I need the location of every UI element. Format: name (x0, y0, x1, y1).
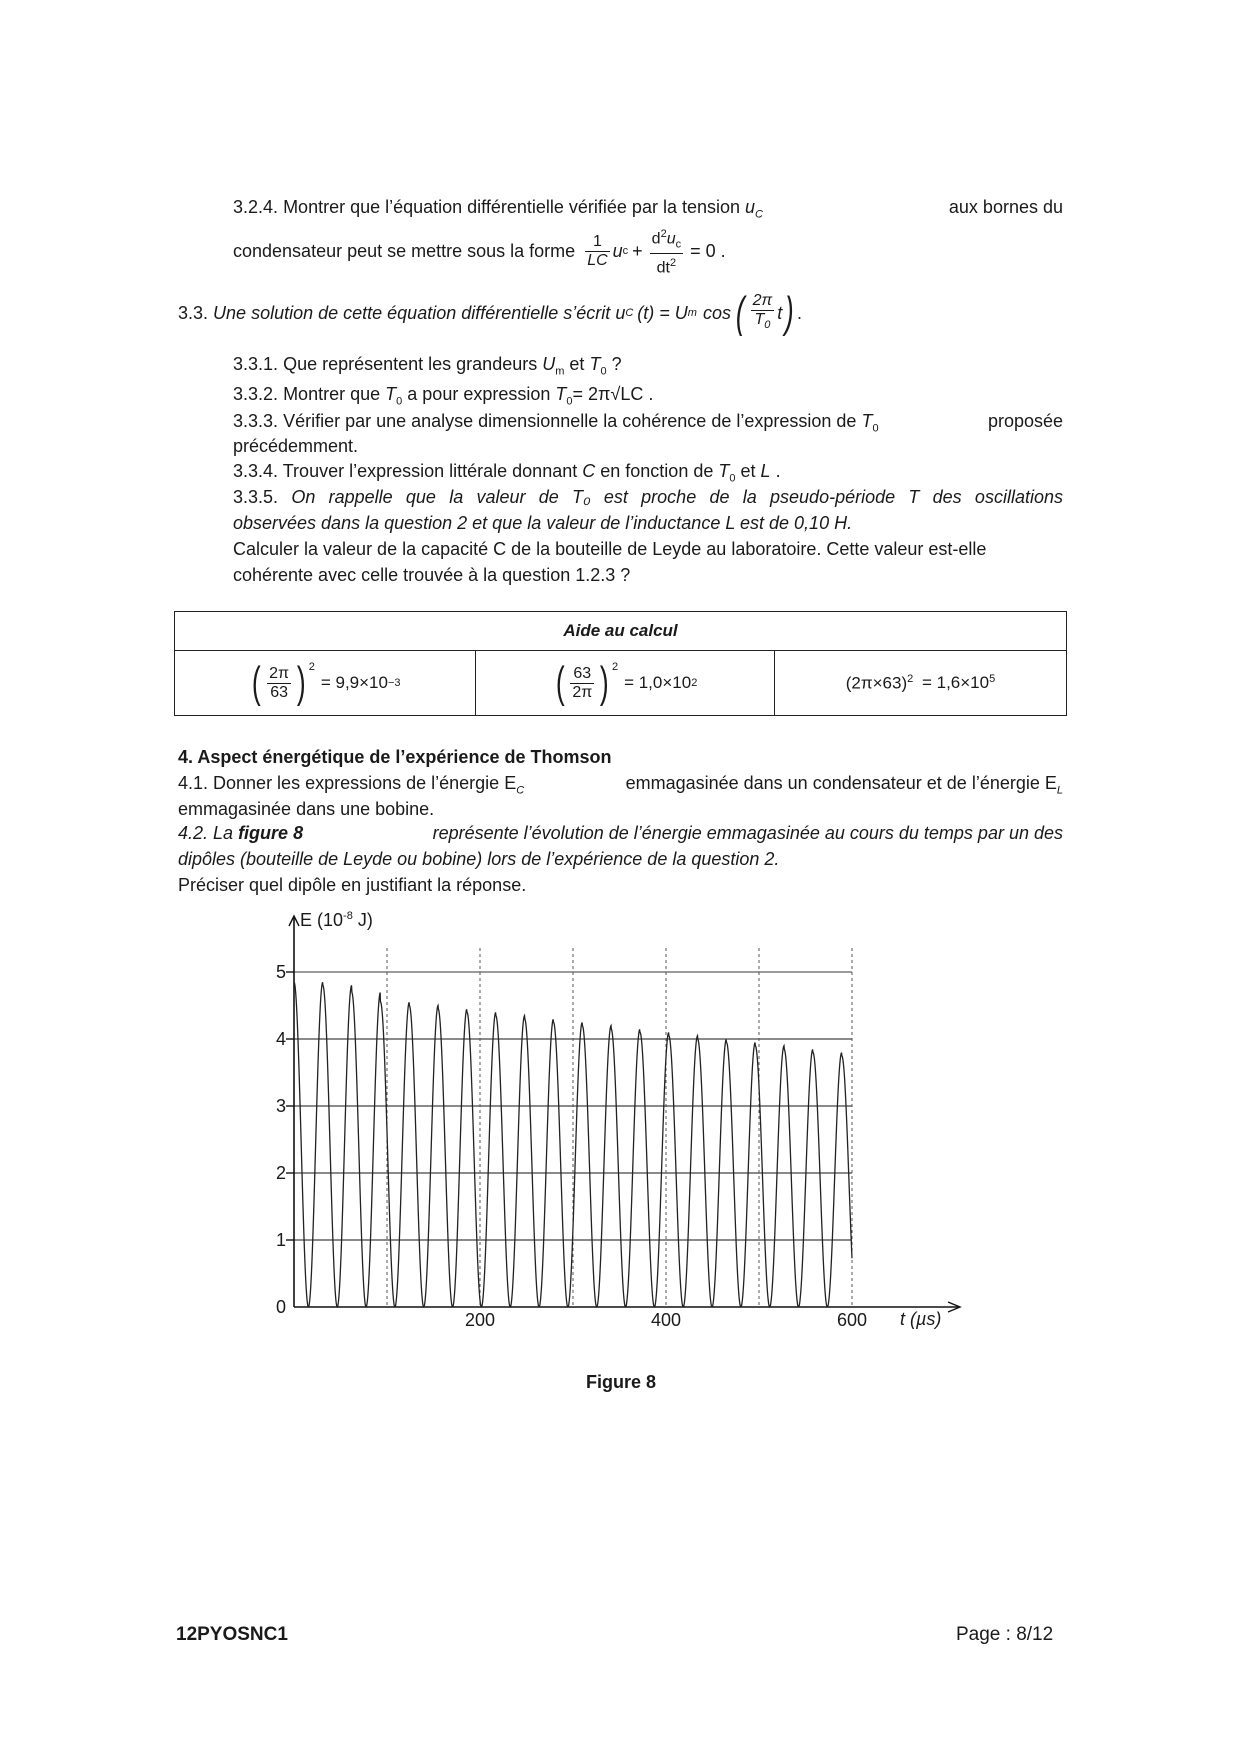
q42-line2: dipôles (bouteille de Leyde ou bobine) lors de l’expérience de la question 2. (178, 849, 780, 869)
footer-code: 12PYOSNC1 (176, 1624, 288, 1645)
x-tick-label: 200 (464, 1310, 496, 1330)
eq-fraction-2: $\frac{d^2u_c}{dt^2}$ (650, 225, 683, 278)
section4-title: 4. Aspect énergétique de l’expérience de Thomson (178, 747, 612, 767)
footer-page: Page : 8/12 (956, 1624, 1054, 1645)
q42-line3: Préciser quel dipôle en justifiant la réponse. (178, 875, 527, 895)
q324-line2: condensateur peut se mettre sous la forme $\frac{1}{LC}$ u c + $\frac{d^2u_c}{dt^2}$ = 0 . (233, 227, 726, 275)
q33-statement: 3.3. Une solution de cette équation différentielle s’écrit u C (t) = U m cos ( $\frac{2\pi}{T_0}$ t ) . (178, 288, 802, 337)
y-axis-label: E ($10^{-8}$ J) (300, 910, 373, 930)
q334: 3.3.4. Trouver l’expression littérale donnant C en fonction de $T_0$ et L . (233, 461, 781, 485)
aide-cell-3: $(2\pi\times 63)^2 = 1,6\times 10^5$ (775, 651, 1067, 716)
eq-fraction-1: $\frac{1}{LC}$ (587, 232, 608, 269)
q331: 3.3.1. Que représentent les grandeurs $U_m$ et $T_0$ ? (233, 354, 622, 378)
q324-line1: 3.2.4. Montrer que l’équation différentielle vérifiée par la tension $u_C$ aux bornes du (233, 197, 1063, 221)
q335-line2: observées dans la question 2 et que la valeur de l’inductance L est de 0,10 H. (233, 513, 853, 533)
q41-line2: emmagasinée dans une bobine. (178, 799, 435, 819)
x-tick-label: 400 (650, 1310, 682, 1330)
q335-line3: Calculer la valeur de la capacité C de la bouteille de Leyde au laboratoire. Cette valeur est-elle (233, 539, 987, 559)
q333-line2: précédemment. (233, 436, 359, 456)
cos-fraction: $\frac{2\pi}{T_0}$ (752, 291, 773, 332)
q41-line1: 4.1. Donner les expressions de l’énergie $E_C$ emmagasinée dans un condensateur et de l’énergie $E_L$ (178, 773, 1063, 797)
aide-cell-2: ( $\frac{63}{2\pi}$ ) 2 = 1,0×10 2 (476, 651, 775, 716)
x-axis-label: t (µs) (900, 1309, 942, 1329)
q333-line1: 3.3.3. Vérifier par une analyse dimensionnelle la cohérence de l’expression de $T_0$ proposée (233, 411, 1063, 435)
y-tick-label: 5 (276, 962, 287, 982)
figure-caption: Figure 8 (585, 1372, 656, 1392)
q332: 3.3.2. Montrer que $T_0$ a pour expression $T_0= 2\pi√LC$ . (233, 384, 654, 408)
q335-line4: cohérente avec celle trouvée à la question 1.2.3 ? (233, 565, 631, 585)
y-tick-label: 3 (276, 1096, 287, 1116)
q42-line1: 4.2. La figure 8 représente l’évolution de l’énergie emmagasinée au cours du temps par un des (178, 823, 1063, 843)
y-tick-label: 1 (276, 1230, 287, 1250)
aide-title: Aide au calcul (175, 612, 1067, 651)
y-tick-label: 0 (276, 1297, 287, 1317)
q335-line1: 3.3.5. On rappelle que la valeur de T₀ est proche de la pseudo-période T des oscillations (233, 487, 1063, 507)
y-tick-label: 2 (276, 1163, 287, 1183)
y-tick-label: 4 (276, 1029, 287, 1049)
x-tick-label: 600 (836, 1310, 868, 1330)
energy-curve (294, 982, 852, 1307)
aide-cell-1: ( $\frac{2\pi}{63}$ ) 2 = 9,9×10 −3 (175, 651, 476, 716)
